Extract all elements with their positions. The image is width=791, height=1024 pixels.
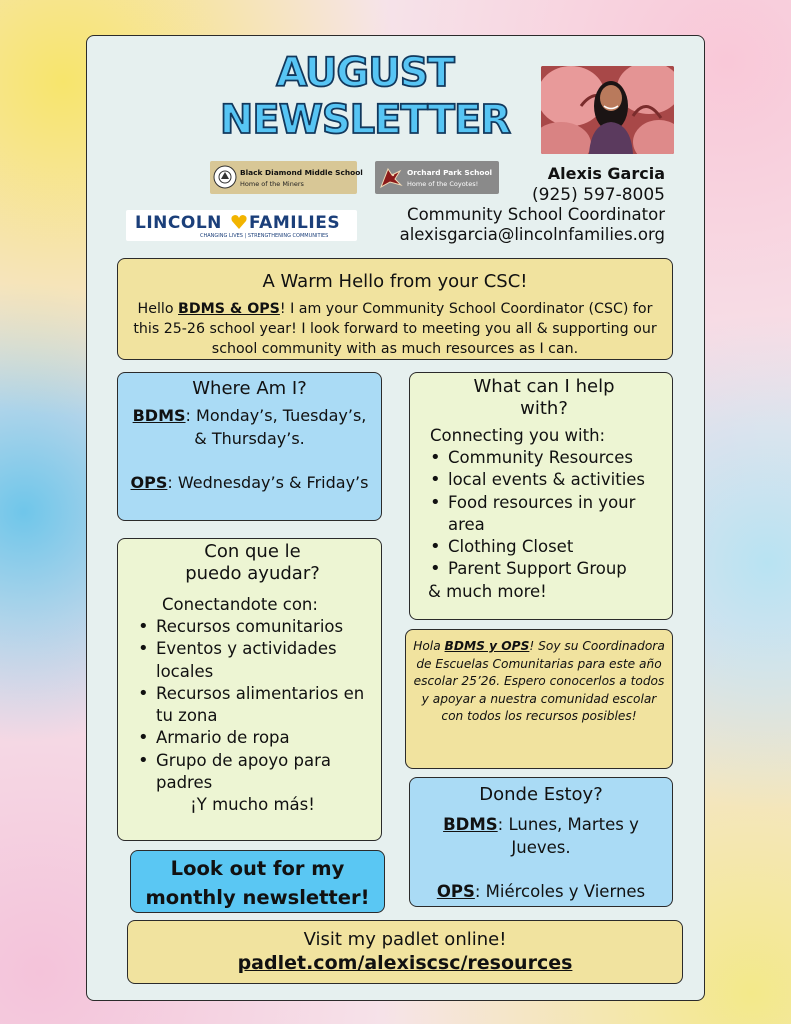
ayudar-box bbox=[117, 538, 382, 841]
lookout-box bbox=[130, 850, 385, 913]
ayudar-intro: Conectandote con: bbox=[162, 595, 318, 614]
hello-box bbox=[117, 258, 673, 360]
list-item: • Community Resources bbox=[424, 447, 664, 469]
ayudar-outro: ¡Y mucho más! bbox=[190, 795, 315, 815]
where-ops-days: OPS: Wednesday’s & Friday’s bbox=[130, 473, 369, 492]
heart-icon bbox=[230, 213, 248, 231]
donde-bdms-days: BDMS: Lunes, Martes y Jueves. bbox=[443, 815, 639, 857]
newsletter-title-line2: NEWSLETTER bbox=[219, 97, 511, 143]
hello-schools: BDMS & OPS bbox=[178, 301, 280, 317]
where-box bbox=[117, 372, 382, 521]
lincoln-logo-tagline: CHANGING LIVES | STRENGTHENING COMMUNITIES bbox=[200, 233, 329, 239]
padlet-text: Visit my padlet online! bbox=[303, 929, 507, 950]
help-box bbox=[409, 372, 673, 620]
help-list bbox=[424, 447, 664, 581]
list-item: • Food resources in your area bbox=[424, 492, 664, 537]
coyote-icon bbox=[378, 165, 404, 190]
contact-name: Alexis Garcia bbox=[547, 164, 665, 183]
padlet-link[interactable]: padlet.com/alexiscsc/resources bbox=[237, 952, 573, 974]
lookout-line1: Look out for my bbox=[170, 857, 345, 880]
hola-text: ! Soy su Coordinadora de Escuelas Comunitarias para este año escolar 25’26. Espero conocerlos a todos y apoyar a nuestra comunidad escolar con todos los recursos posibles! bbox=[413, 639, 665, 724]
list-item: • local events & activities bbox=[424, 469, 664, 491]
padlet-box bbox=[127, 920, 683, 984]
help-outro: & much more! bbox=[428, 581, 547, 601]
hello-body: Hello BDMS & OPS! I am your Community School Coordinator (CSC) for this 25-26 school year! I look forward to meeting you all & supporting our school community with as much resources as I can. bbox=[133, 301, 657, 357]
list-item: • Recursos alimentarios en tu zona bbox=[132, 683, 373, 728]
donde-box bbox=[409, 777, 673, 907]
list-item: • Grupo de apoyo para padres bbox=[132, 750, 373, 795]
list-item: • Armario de ropa bbox=[132, 727, 373, 749]
lincoln-logo-word1: LINCOLN bbox=[135, 213, 222, 233]
donde-heading: Donde Estoy? bbox=[479, 784, 603, 805]
help-heading: What can I help with? bbox=[473, 376, 615, 419]
list-item: • Parent Support Group bbox=[424, 558, 664, 580]
lincoln-families-logo bbox=[126, 210, 357, 241]
newsletter-title-line1: AUGUST bbox=[276, 50, 454, 96]
list-item: • Recursos comunitarios bbox=[132, 616, 373, 638]
hello-heading: A Warm Hello from your CSC! bbox=[262, 271, 528, 292]
donde-ops-days: OPS: Miércoles y Viernes bbox=[436, 882, 646, 901]
list-item: • Clothing Closet bbox=[424, 536, 664, 558]
contact-email[interactable]: alexisgarcia@lincolnfamilies.org bbox=[399, 225, 665, 244]
ops-logo bbox=[375, 161, 499, 194]
bdms-logo bbox=[210, 161, 363, 194]
help-intro: Connecting you with: bbox=[430, 426, 606, 445]
ayudar-heading: Con que le puedo ayudar? bbox=[185, 541, 320, 584]
lookout-line2: monthly newsletter! bbox=[145, 886, 370, 909]
ayudar-list bbox=[132, 616, 373, 794]
contact-role: Community School Coordinator bbox=[407, 205, 665, 224]
ops-logo-name: Orchard Park School bbox=[407, 168, 493, 177]
where-heading: Where Am I? bbox=[192, 378, 307, 399]
lincoln-logo-word2: FAMILIES bbox=[249, 213, 341, 233]
hola-box bbox=[405, 629, 673, 769]
bdms-logo-tagline: Home of the Miners bbox=[240, 180, 304, 188]
bdms-logo-name: Black Diamond Middle School bbox=[240, 168, 363, 177]
where-bdms-days: BDMS: Monday’s, Tuesday’s, & Thursday’s. bbox=[132, 406, 367, 448]
list-item: • Eventos y actividades locales bbox=[132, 638, 373, 683]
hola-pre: Hola bbox=[413, 639, 445, 653]
coordinator-photo bbox=[541, 66, 674, 154]
contact-phone: (925) 597-8005 bbox=[532, 185, 665, 205]
hola-schools: BDMS y OPS bbox=[444, 639, 530, 653]
ops-logo-tagline: Home of the Coyotes! bbox=[407, 180, 479, 188]
bdms-crest-icon bbox=[213, 165, 237, 189]
